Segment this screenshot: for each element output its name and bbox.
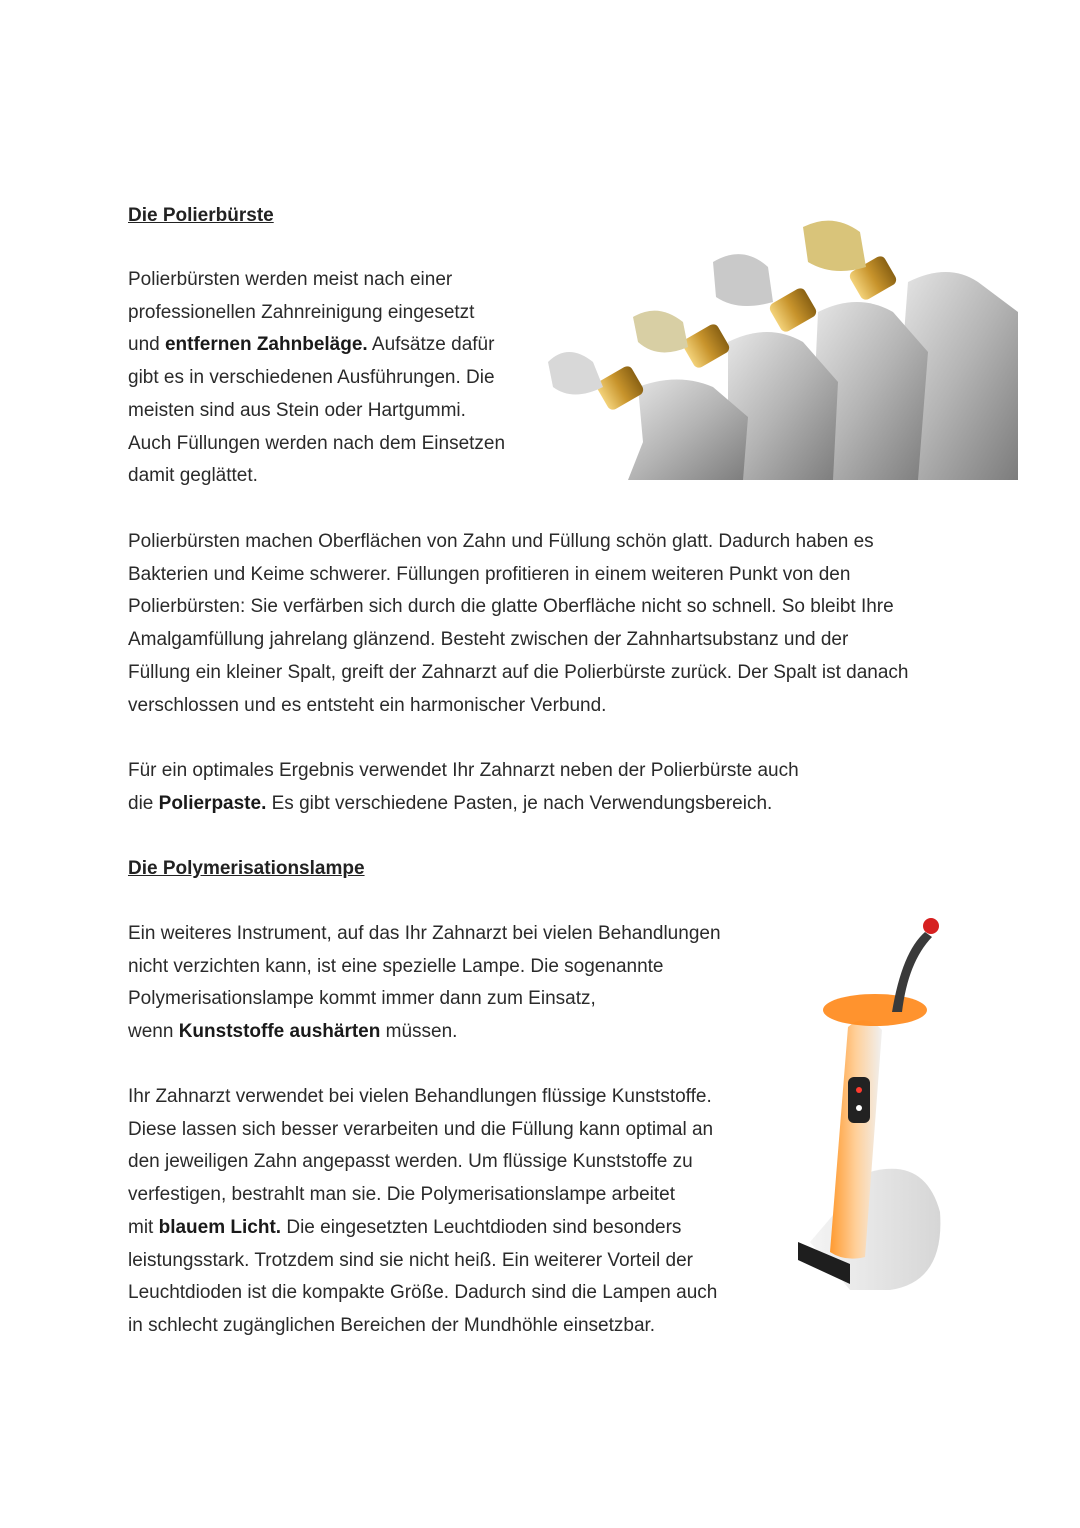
text-line — [128, 526, 908, 559]
text-segment: nicht verzichten kann, ist eine spezielle Lampe. Die sogenannte — [128, 955, 664, 977]
text-line — [128, 1212, 717, 1245]
text-segment: Aufsätze dafür — [367, 334, 495, 356]
text-line — [128, 1245, 717, 1278]
text-line — [128, 1081, 717, 1114]
text-segment: verfestigen, bestrahlt man sie. Die Polymerisationslampe arbeitet — [128, 1184, 676, 1206]
text-segment: die — [128, 792, 159, 814]
text-line — [128, 559, 908, 592]
bold-text: Kunststoffe aushärten — [178, 1021, 381, 1043]
polishing-brushes-image — [548, 212, 1020, 482]
text-line — [128, 1310, 717, 1343]
text-line — [128, 591, 908, 624]
text-line — [128, 1114, 717, 1147]
text-line — [128, 657, 908, 690]
text-segment: Ihr Zahnarzt verwendet bei vielen Behandlungen flüssige Kunststoffe. — [128, 1086, 712, 1107]
text-segment: damit geglättet. — [128, 465, 258, 487]
text-segment: Diese lassen sich besser verarbeiten und die Füllung kann optimal an — [128, 1118, 714, 1140]
text-line — [128, 362, 505, 395]
paragraph-polierpaste — [128, 755, 799, 820]
text-segment: meisten sind aus Stein oder Hartgummi. — [128, 399, 466, 421]
text-line — [128, 755, 799, 788]
text-line — [128, 983, 721, 1016]
text-line — [128, 624, 908, 657]
text-line — [128, 395, 505, 428]
bold-text: blauem Licht. — [158, 1216, 282, 1238]
text-line — [128, 690, 908, 723]
curing-lamp-image — [790, 912, 950, 1292]
text-segment: Auch Füllungen werden nach dem Einsetzen — [128, 432, 506, 454]
text-segment: Es gibt verschiedene Pasten, je nach Verwendungsbereich. — [266, 792, 773, 814]
heading-polymerisationslampe: Die Polymerisationslampe — [128, 858, 365, 879]
text-segment: professionellen Zahnreinigung eingesetzt — [128, 301, 475, 323]
text-line — [128, 329, 505, 362]
text-segment: gibt es in verschiedenen Ausführungen. Die — [128, 367, 495, 389]
text-line — [128, 918, 721, 951]
text-segment: Die eingesetzten Leuchtdioden sind besonders — [281, 1216, 682, 1238]
text-segment: mit — [128, 1216, 159, 1238]
text-segment: und — [128, 334, 165, 356]
lamp-light-guide — [892, 918, 939, 1012]
text-segment: Für ein optimales Ergebnis verwendet Ihr Zahnarzt neben der Polierbürste auch — [128, 760, 799, 781]
text-line — [128, 264, 505, 297]
brush-head-2 — [633, 311, 731, 370]
text-segment: verschlossen und es entsteht ein harmonischer Verbund. — [128, 694, 607, 716]
bold-text: entfernen Zahnbeläge. — [164, 334, 368, 356]
paragraph-polierbuerste-intro — [128, 264, 505, 493]
text-line — [128, 460, 505, 493]
text-segment: wenn — [128, 1021, 179, 1043]
text-segment: in schlecht zugänglichen Bereichen der Mundhöhle einsetzbar. — [128, 1314, 656, 1336]
text-segment: Amalgamfüllung jahrelang glänzend. Besteht zwischen der Zahnhartsubstanz und der — [128, 629, 849, 651]
paragraph-polierbuerste-body — [128, 526, 908, 722]
text-segment: Polierbürsten machen Oberflächen von Zahn und Füllung schön glatt. Dadurch haben es — [128, 531, 874, 552]
text-line — [128, 1179, 717, 1212]
text-segment: Polierbürsten: Sie verfärben sich durch die glatte Oberfläche nicht so schnell. So bleibt Ihre — [128, 596, 894, 618]
bold-text: Polierpaste. — [158, 792, 267, 814]
lamp-orange-shield — [823, 994, 927, 1026]
text-segment: Ein weiteres Instrument, auf das Ihr Zahnarzt bei vielen Behandlungen — [128, 923, 721, 944]
text-segment: Polymerisationslampe kommt immer dann zum Einsatz, — [128, 988, 596, 1010]
text-segment: Bakterien und Keime schwerer. Füllungen profitieren in einem weiteren Punkt von den — [128, 563, 851, 585]
text-segment: den jeweiligen Zahn angepasst werden. Um flüssige Kunststoffe zu — [128, 1151, 693, 1173]
text-line — [128, 788, 799, 821]
brush-head-1 — [548, 352, 645, 412]
text-line — [128, 428, 505, 461]
heading-polierbuerste: Die Polierbürste — [128, 205, 274, 226]
text-line — [128, 1146, 717, 1179]
text-segment: leistungsstark. Trotzdem sind sie nicht heiß. Ein weiterer Vorteil der — [128, 1249, 693, 1271]
text-line — [128, 951, 721, 984]
text-segment: müssen. — [380, 1021, 458, 1043]
paragraph-lampe-body — [128, 1081, 717, 1343]
text-segment: Leuchtdioden ist die kompakte Größe. Dadurch sind die Lampen auch — [128, 1282, 718, 1304]
text-segment: Füllung ein kleiner Spalt, greift der Zahnarzt auf die Polierbürste zurück. Der Spalt ist danach — [128, 661, 909, 683]
text-segment: Polierbürsten werden meist nach einer — [128, 269, 453, 290]
text-line — [128, 1277, 717, 1310]
text-line — [128, 1016, 721, 1049]
brush-head-3 — [713, 254, 818, 334]
text-line — [128, 297, 505, 330]
paragraph-lampe-intro — [128, 918, 721, 1049]
brush-head-4 — [803, 221, 898, 302]
